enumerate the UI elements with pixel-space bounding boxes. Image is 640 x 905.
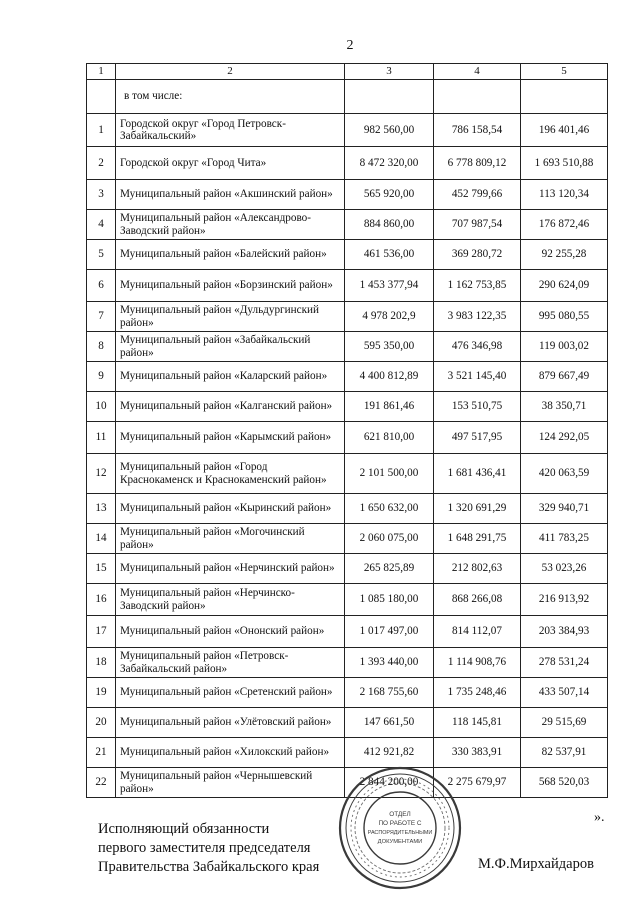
column-header: 3 xyxy=(345,64,434,80)
value-col-4: 452 799,66 xyxy=(434,180,521,210)
district-name: Муниципальный район «Ононский район» xyxy=(116,616,345,648)
row-number: 13 xyxy=(87,494,116,524)
row-number: 11 xyxy=(87,422,116,454)
table-row xyxy=(87,648,608,678)
value-col-5: 290 624,09 xyxy=(521,270,608,302)
value-col-4: 707 987,54 xyxy=(434,210,521,240)
value-col-3: 2 844 200,00 xyxy=(345,768,434,798)
row-number: 1 xyxy=(87,114,116,147)
table-row xyxy=(87,616,608,648)
value-col-3: 982 560,00 xyxy=(345,114,434,147)
empty-cell xyxy=(87,80,116,114)
value-col-5: 879 667,49 xyxy=(521,362,608,392)
value-col-4: 1 320 691,29 xyxy=(434,494,521,524)
value-col-3: 2 060 075,00 xyxy=(345,524,434,554)
row-number: 21 xyxy=(87,738,116,768)
row-number: 5 xyxy=(87,240,116,270)
row-number: 9 xyxy=(87,362,116,392)
value-col-5: 1 693 510,88 xyxy=(521,147,608,180)
table-row xyxy=(87,270,608,302)
row-number: 19 xyxy=(87,678,116,708)
value-col-3: 2 101 500,00 xyxy=(345,454,434,494)
value-col-5: 119 003,02 xyxy=(521,332,608,362)
table-row xyxy=(87,180,608,210)
value-col-3: 4 400 812,89 xyxy=(345,362,434,392)
table-row xyxy=(87,240,608,270)
row-number: 16 xyxy=(87,584,116,616)
row-number: 10 xyxy=(87,392,116,422)
table-row xyxy=(87,708,608,738)
district-name: Муниципальный район «Дульдургинский район» xyxy=(116,302,345,332)
value-col-5: 278 531,24 xyxy=(521,648,608,678)
district-name: Муниципальный район «Александрово-Заводский район» xyxy=(116,210,345,240)
district-name: Муниципальный район «Город Краснокаменск и Краснокаменский район» xyxy=(116,454,345,494)
signer-title-line-2: первого заместителя председателя xyxy=(98,840,311,856)
value-col-4: 814 112,07 xyxy=(434,616,521,648)
value-col-4: 369 280,72 xyxy=(434,240,521,270)
signer-title-line-3: Правительства Забайкальского края xyxy=(98,859,320,875)
value-col-4: 1 735 248,46 xyxy=(434,678,521,708)
value-col-4: 786 158,54 xyxy=(434,114,521,147)
value-col-5: 196 401,46 xyxy=(521,114,608,147)
value-col-3: 1 453 377,94 xyxy=(345,270,434,302)
value-col-5: 995 080,55 xyxy=(521,302,608,332)
district-name: Муниципальный район «Могочинский район» xyxy=(116,524,345,554)
district-name: Муниципальный район «Улётовский район» xyxy=(116,708,345,738)
value-col-4: 2 275 679,97 xyxy=(434,768,521,798)
row-number: 17 xyxy=(87,616,116,648)
value-col-3: 461 536,00 xyxy=(345,240,434,270)
value-col-3: 412 921,82 xyxy=(345,738,434,768)
table-row xyxy=(87,494,608,524)
value-col-3: 1 393 440,00 xyxy=(345,648,434,678)
row-number: 20 xyxy=(87,708,116,738)
table-row xyxy=(87,210,608,240)
stamp-text-line: ПО РАБОТЕ С xyxy=(378,820,422,827)
stamp-ring-lettering xyxy=(351,779,449,877)
value-col-5: 568 520,03 xyxy=(521,768,608,798)
value-col-3: 565 920,00 xyxy=(345,180,434,210)
value-col-4: 476 346,98 xyxy=(434,332,521,362)
value-col-4: 330 383,91 xyxy=(434,738,521,768)
row-number: 22 xyxy=(87,768,116,798)
closing-quote: ». xyxy=(594,810,605,825)
value-col-4: 1 681 436,41 xyxy=(434,454,521,494)
table-row xyxy=(87,302,608,332)
district-name: Муниципальный район «Нерчинско-Заводский район» xyxy=(116,584,345,616)
empty-cell xyxy=(434,80,521,114)
signer-name: М.Ф.Мирхайдаров xyxy=(478,856,594,872)
row-number: 6 xyxy=(87,270,116,302)
district-name: Муниципальный район «Каларский район» xyxy=(116,362,345,392)
value-col-5: 29 515,69 xyxy=(521,708,608,738)
district-name: Муниципальный район «Забайкальский район» xyxy=(116,332,345,362)
value-col-5: 433 507,14 xyxy=(521,678,608,708)
value-col-4: 3 983 122,35 xyxy=(434,302,521,332)
value-col-4: 212 802,63 xyxy=(434,554,521,584)
column-header: 5 xyxy=(521,64,608,80)
district-name: Муниципальный район «Чернышевский район» xyxy=(116,768,345,798)
budget-table xyxy=(86,63,608,798)
table-row xyxy=(87,362,608,392)
value-col-3: 621 810,00 xyxy=(345,422,434,454)
district-name: Муниципальный район «Балейский район» xyxy=(116,240,345,270)
table-row xyxy=(87,147,608,180)
district-name: Городской округ «Город Петровск-Забайкальский» xyxy=(116,114,345,147)
official-stamp xyxy=(335,763,465,893)
value-col-3: 8 472 320,00 xyxy=(345,147,434,180)
value-col-3: 1 650 632,00 xyxy=(345,494,434,524)
table-row xyxy=(87,422,608,454)
value-col-3: 884 860,00 xyxy=(345,210,434,240)
value-col-5: 420 063,59 xyxy=(521,454,608,494)
value-col-4: 868 266,08 xyxy=(434,584,521,616)
value-col-5: 329 940,71 xyxy=(521,494,608,524)
stamp-mid-ring xyxy=(346,774,454,882)
value-col-3: 4 978 202,9 xyxy=(345,302,434,332)
district-name: Муниципальный район «Карымский район» xyxy=(116,422,345,454)
signer-title-line-1: Исполняющий обязанности xyxy=(98,821,270,837)
row-number: 4 xyxy=(87,210,116,240)
district-name: Муниципальный район «Хилокский район» xyxy=(116,738,345,768)
district-name: Городской округ «Город Чита» xyxy=(116,147,345,180)
value-col-5: 113 120,34 xyxy=(521,180,608,210)
table-row xyxy=(87,584,608,616)
table-row xyxy=(87,332,608,362)
empty-cell xyxy=(521,80,608,114)
column-header: 1 xyxy=(87,64,116,80)
column-header: 2 xyxy=(116,64,345,80)
empty-cell xyxy=(345,80,434,114)
value-col-5: 411 783,25 xyxy=(521,524,608,554)
district-name: Муниципальный район «Нерчинский район» xyxy=(116,554,345,584)
value-col-4: 3 521 145,40 xyxy=(434,362,521,392)
value-col-3: 595 350,00 xyxy=(345,332,434,362)
value-col-5: 53 023,26 xyxy=(521,554,608,584)
value-col-3: 1 085 180,00 xyxy=(345,584,434,616)
value-col-4: 6 778 809,12 xyxy=(434,147,521,180)
stamp-text-line: ДОКУМЕНТАМИ xyxy=(377,839,423,845)
table-row xyxy=(87,524,608,554)
value-col-4: 1 648 291,75 xyxy=(434,524,521,554)
value-col-4: 118 145,81 xyxy=(434,708,521,738)
table-row xyxy=(87,554,608,584)
table-row xyxy=(87,114,608,147)
table-row xyxy=(87,678,608,708)
stamp-outer-ring xyxy=(340,768,460,888)
signature-block xyxy=(98,820,319,877)
value-col-5: 92 255,28 xyxy=(521,240,608,270)
value-col-5: 124 292,05 xyxy=(521,422,608,454)
subheader-row xyxy=(87,80,608,114)
row-number: 14 xyxy=(87,524,116,554)
stamp-inner-ring xyxy=(364,792,436,864)
value-col-4: 1 114 908,76 xyxy=(434,648,521,678)
stamp-text-line: ОТДЕЛ xyxy=(389,811,411,818)
row-number: 8 xyxy=(87,332,116,362)
value-col-5: 203 384,93 xyxy=(521,616,608,648)
row-number: 12 xyxy=(87,454,116,494)
district-name: Муниципальный район «Петровск-Забайкальский район» xyxy=(116,648,345,678)
table-row xyxy=(87,392,608,422)
value-col-5: 38 350,71 xyxy=(521,392,608,422)
value-col-3: 147 661,50 xyxy=(345,708,434,738)
value-col-4: 1 162 753,85 xyxy=(434,270,521,302)
value-col-3: 265 825,89 xyxy=(345,554,434,584)
value-col-5: 176 872,46 xyxy=(521,210,608,240)
value-col-3: 1 017 497,00 xyxy=(345,616,434,648)
row-number: 15 xyxy=(87,554,116,584)
value-col-4: 497 517,95 xyxy=(434,422,521,454)
column-header: 4 xyxy=(434,64,521,80)
value-col-3: 191 861,46 xyxy=(345,392,434,422)
value-col-5: 82 537,91 xyxy=(521,738,608,768)
district-name: Муниципальный район «Кыринский район» xyxy=(116,494,345,524)
district-name: Муниципальный район «Калганский район» xyxy=(116,392,345,422)
row-number: 2 xyxy=(87,147,116,180)
value-col-5: 216 913,92 xyxy=(521,584,608,616)
page-number: 2 xyxy=(346,38,354,53)
district-name: Муниципальный район «Сретенский район» xyxy=(116,678,345,708)
value-col-4: 153 510,75 xyxy=(434,392,521,422)
row-number: 18 xyxy=(87,648,116,678)
row-number: 7 xyxy=(87,302,116,332)
row-number: 3 xyxy=(87,180,116,210)
district-name: Муниципальный район «Борзинский район» xyxy=(116,270,345,302)
table-header-row xyxy=(87,64,608,80)
table-row xyxy=(87,454,608,494)
value-col-3: 2 168 755,60 xyxy=(345,678,434,708)
stamp-text-line: РАСПОРЯДИТЕЛЬНЫМИ xyxy=(367,830,433,836)
district-name: Муниципальный район «Акшинский район» xyxy=(116,180,345,210)
subheader-label: в том числе: xyxy=(116,80,345,114)
